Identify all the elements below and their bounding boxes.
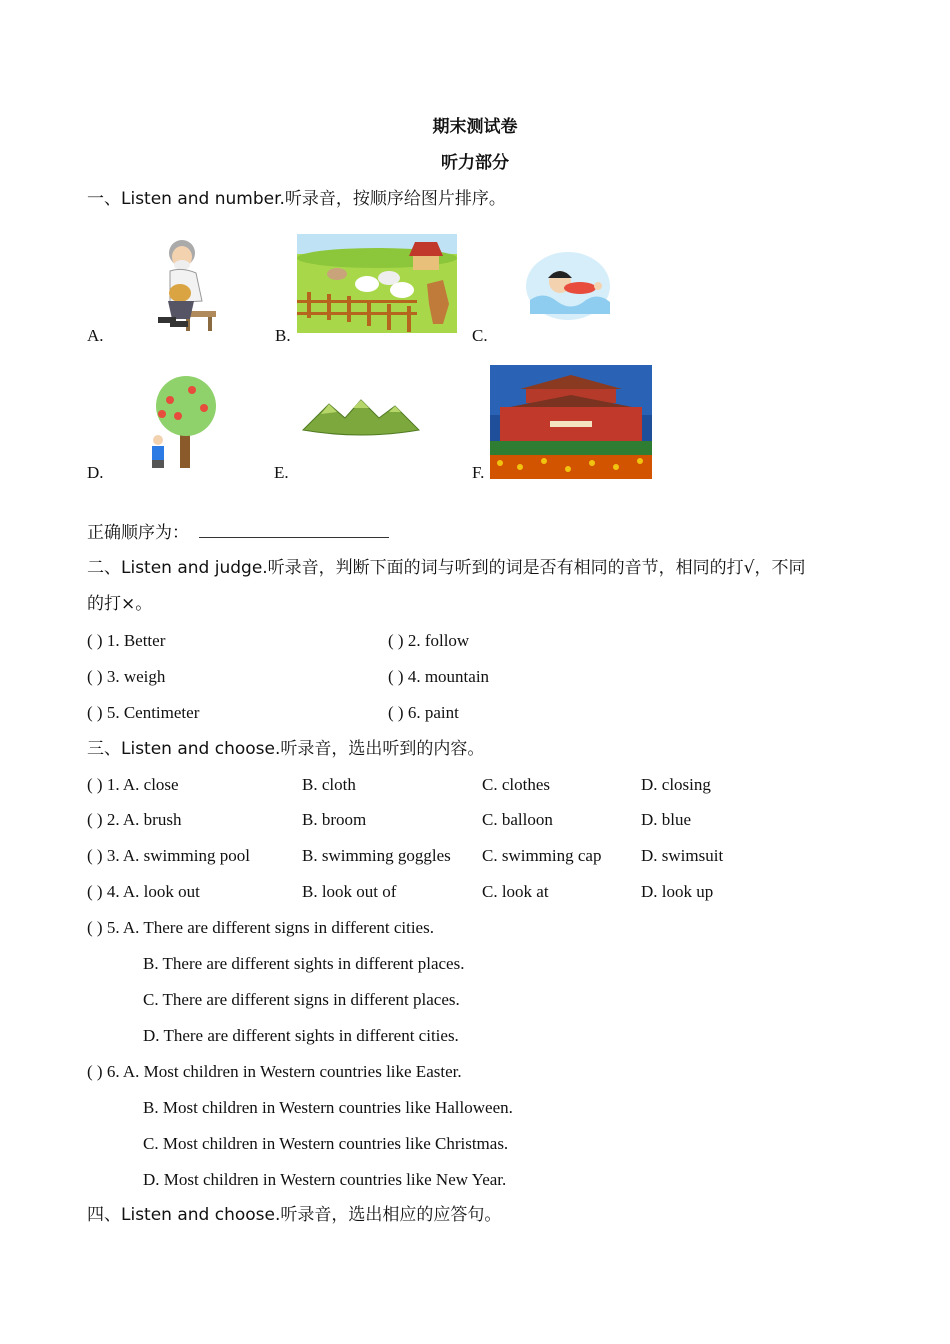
judge-item-1[interactable]: ( ) 1. Better (87, 631, 166, 650)
option-letter-c: C. (472, 326, 488, 345)
apple-tree-icon (144, 374, 226, 470)
choice-q1-b[interactable]: B. cloth (302, 775, 356, 794)
section3-heading: 三、Listen and choose.听录音，选出听到的内容。 (87, 739, 485, 759)
judge-item-6[interactable]: ( ) 6. paint (388, 703, 459, 722)
section2-heading-line2: 的打×。 (87, 594, 153, 614)
choice-q2-c[interactable]: C. balloon (482, 810, 553, 829)
judge-item-5[interactable]: ( ) 5. Centimeter (87, 703, 200, 722)
page-subtitle: 听力部分 (441, 153, 509, 173)
option-letter-a: A. (87, 326, 104, 345)
choice-q4-c[interactable]: C. look at (482, 882, 549, 901)
mountains-icon (301, 396, 421, 438)
choice-q3-a[interactable]: ( ) 3. A. swimming pool (87, 846, 250, 865)
option-letter-b: B. (275, 326, 291, 345)
choice-q6-b[interactable]: B. Most children in Western countries like Halloween. (143, 1098, 513, 1117)
judge-item-2[interactable]: ( ) 2. follow (388, 631, 470, 650)
choice-q6-d[interactable]: D. Most children in Western countries like New Year. (143, 1170, 507, 1189)
choice-q6-a[interactable]: ( ) 6. A. Most children in Western countries like Easter. (87, 1062, 462, 1081)
answer-order-label: 正确顺序为： (87, 523, 189, 543)
farm-icon (297, 234, 457, 333)
choice-q3-b[interactable]: B. swimming goggles (302, 846, 451, 865)
choice-q4-b[interactable]: B. look out of (302, 882, 397, 901)
choice-q3-d[interactable]: D. swimsuit (641, 846, 724, 865)
section1-heading: 一、Listen and number.听录音，按顺序给图片排序。 (87, 189, 506, 209)
choice-q2-b[interactable]: B. broom (302, 810, 367, 829)
choice-q4-a[interactable]: ( ) 4. A. look out (87, 882, 200, 901)
section4-heading: 四、Listen and choose.听录音，选出相应的应答句。 (87, 1205, 502, 1225)
choice-q5-b[interactable]: B. There are different sights in different places. (143, 954, 465, 973)
option-letter-e: E. (274, 463, 289, 482)
choice-q2-a[interactable]: ( ) 2. A. brush (87, 810, 182, 829)
choice-q5-a[interactable]: ( ) 5. A. There are different signs in different cities. (87, 918, 434, 937)
choice-q1-d[interactable]: D. closing (641, 775, 711, 794)
choice-q5-d[interactable]: D. There are different sights in different cities. (143, 1026, 459, 1045)
answer-order-field[interactable] (87, 521, 389, 544)
swimming-girl-icon (524, 242, 612, 322)
page-title: 期末测试卷 (432, 117, 518, 137)
option-letter-d: D. (87, 463, 104, 482)
old-man-icon (150, 237, 222, 333)
choice-q6-c[interactable]: C. Most children in Western countries like Christmas. (143, 1134, 509, 1153)
choice-q1-a[interactable]: ( ) 1. A. close (87, 775, 179, 794)
judge-item-3[interactable]: ( ) 3. weigh (87, 667, 166, 686)
choice-q3-c[interactable]: C. swimming cap (482, 846, 602, 865)
answer-blank[interactable] (199, 521, 389, 538)
choice-q2-d[interactable]: D. blue (641, 810, 692, 829)
choice-q5-c[interactable]: C. There are different signs in different places. (143, 990, 460, 1009)
choice-q1-c[interactable]: C. clothes (482, 775, 550, 794)
tiananmen-icon (490, 365, 652, 479)
option-letter-f: F. (472, 463, 485, 482)
judge-item-4[interactable]: ( ) 4. mountain (388, 667, 490, 686)
section2-heading-line1: 二、Listen and judge.听录音，判断下面的词与听到的词是否有相同的音节，相同的打√，不同 (87, 558, 806, 578)
choice-q4-d[interactable]: D. look up (641, 882, 714, 901)
